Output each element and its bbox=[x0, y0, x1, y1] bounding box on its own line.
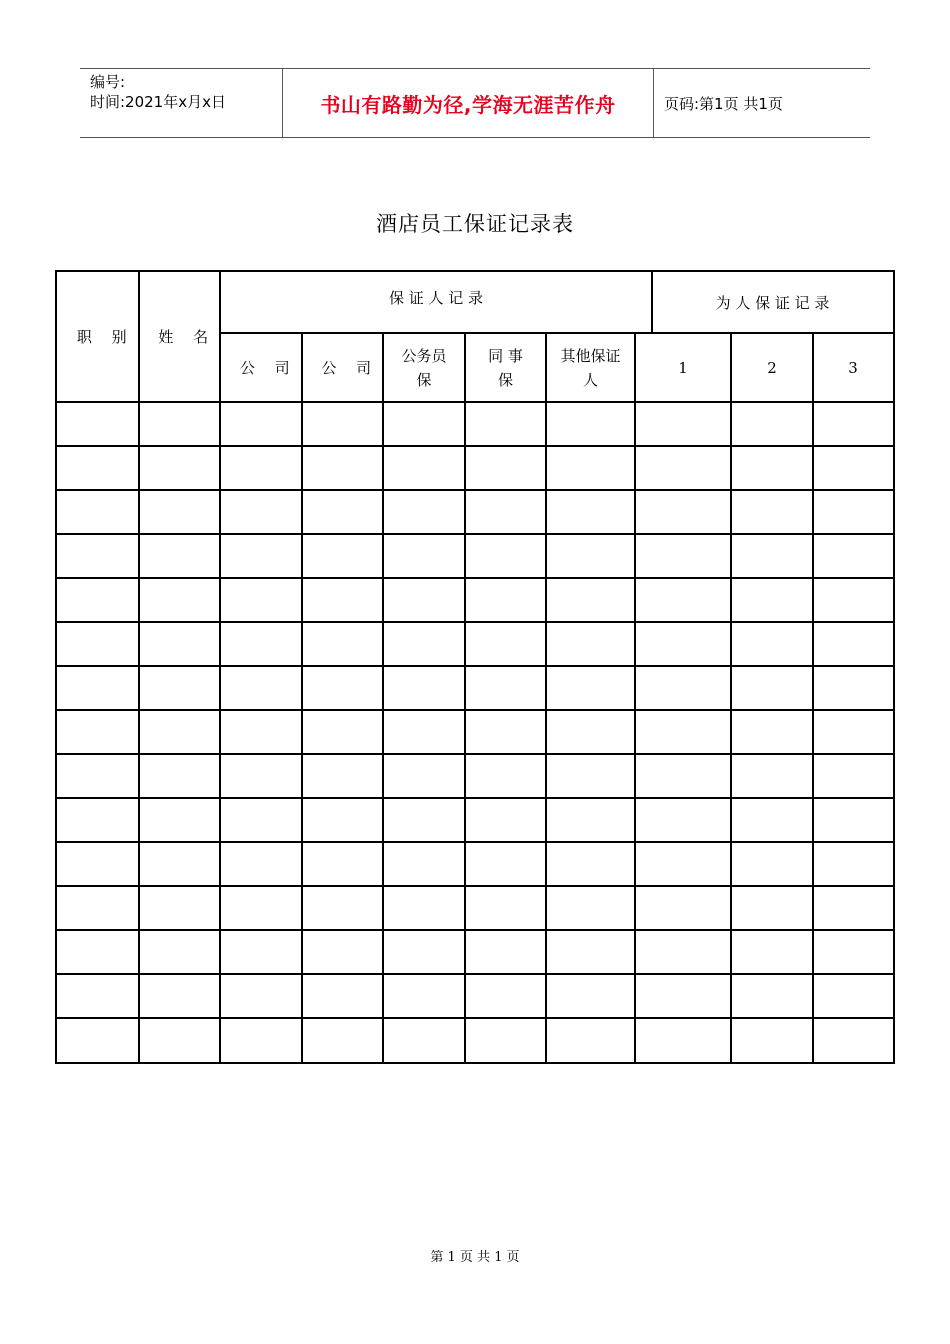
col-line bbox=[301, 333, 303, 1062]
col-line bbox=[382, 333, 384, 1062]
document-header bbox=[80, 68, 870, 138]
row-line bbox=[57, 973, 893, 975]
col-line bbox=[464, 333, 466, 1062]
header-meta bbox=[80, 69, 282, 137]
row-line bbox=[57, 577, 893, 579]
page-title: 酒店员工保证记录表 bbox=[376, 212, 574, 236]
header-col-3: 3 bbox=[848, 358, 858, 377]
guarantee-record-table bbox=[55, 270, 895, 1064]
header-colleague: 同 事保 bbox=[488, 346, 523, 389]
row-line bbox=[57, 1017, 893, 1019]
header-guarantee-for-group: 为 人 保 证 记 录 bbox=[715, 293, 830, 312]
row-line bbox=[57, 753, 893, 755]
col-line bbox=[545, 333, 547, 1062]
row-line bbox=[57, 665, 893, 667]
time-label: 时间:2021年x月x日 bbox=[90, 93, 226, 111]
row-line bbox=[57, 885, 893, 887]
header-name: 姓 名 bbox=[158, 328, 216, 346]
header-position: 职 别 bbox=[76, 328, 135, 346]
row-line bbox=[57, 533, 893, 535]
header-civil-servant: 公务员保 bbox=[401, 346, 447, 389]
header-col-2: 2 bbox=[767, 358, 777, 377]
header-page-info: 页码:第1页 共1页 bbox=[664, 94, 783, 113]
row-line bbox=[57, 929, 893, 931]
row-line bbox=[57, 709, 893, 711]
col-line bbox=[634, 333, 636, 1062]
header-other: 其他保证人 bbox=[560, 346, 621, 389]
col-line bbox=[730, 333, 732, 1062]
header-motto: 书山有路勤为径,学海无涯苦作舟 bbox=[282, 69, 654, 137]
page-footer: 第 1 页 共 1 页 bbox=[430, 1250, 520, 1265]
header-guarantor-group: 保 证 人 记 录 bbox=[388, 288, 484, 307]
number-label: 编号: bbox=[90, 73, 126, 91]
header-company-2: 公 司 bbox=[321, 358, 379, 377]
row-line bbox=[57, 621, 893, 623]
row-line bbox=[57, 445, 893, 447]
header-company-1: 公 司 bbox=[239, 358, 298, 377]
header-col-1: 1 bbox=[678, 358, 688, 377]
col-line bbox=[812, 333, 814, 1062]
row-line bbox=[57, 797, 893, 799]
row-line bbox=[57, 841, 893, 843]
row-line bbox=[57, 489, 893, 491]
